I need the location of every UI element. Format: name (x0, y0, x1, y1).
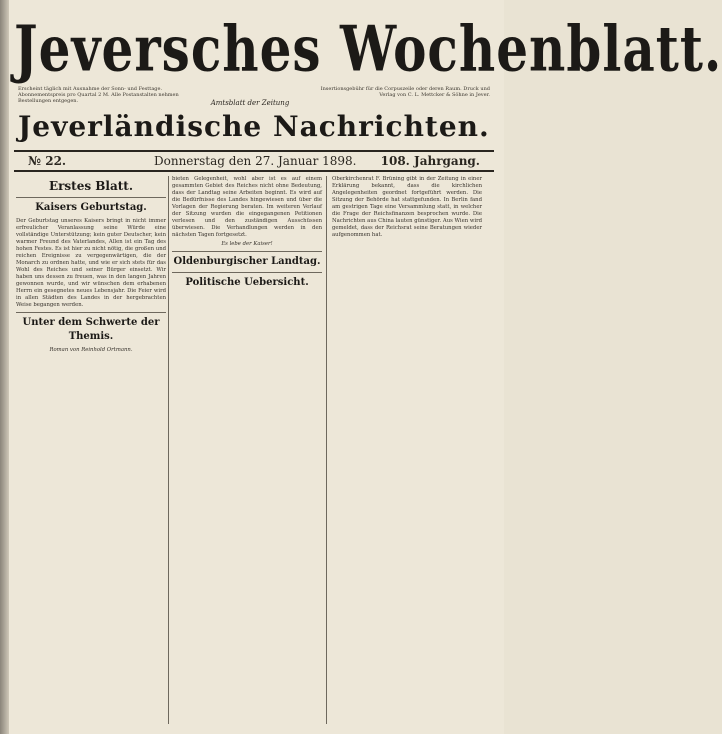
article-text: Der Geburtstag unseres Kaisers bringt in nicht immer erfreulicher Veranlassung seine Würde eine vollständige Unterstützung; kein guter Deutscher, kein warmer Freund des Vaterlandes, Allen ist ein Tag des hohen Festes. Es ist hier zu nicht nötig, die großen und reichen Ereignisse zu vergegenwärtigen, die der Monarch zu ordnen hatte, und wie er sich stets für das Wohl des Reiches und seiner Bürger einsetzt. Wir haben uns dessen zu freuen, was in den langen Jahren gewonnen wurde, und wir wünschen dem erhabenen Herrn ein gesegnetes neues Lebensjahr. Die Feier wird in allen Städten des Landes in der hergebrachten Weise begangen werden. (16, 218, 166, 308)
divider (16, 312, 166, 313)
divider (16, 197, 166, 198)
article-text: Oberkirchenrat F. Brüning gibt in der Zeitung in einer Erklärung bekannt, dass die kirchlichen Angelegenheiten geordnet fortgeführt werden. Die Sitzung der Behörde hat stattgefunden. In Berlin fand am gestrigen Tage eine Versammlung statt, in welcher die Frage der Reichsfinanzen besprochen wurde. Die Nachrichten aus China lauten günstiger. Aus Wien wird gemeldet, dass der Reichsrat seine Beratungen wieder aufgenommen hat. (332, 176, 482, 238)
serial-author: Roman von Reinhold Ortmann. (49, 347, 133, 353)
column-2 (172, 176, 322, 724)
subheader-center: Amtsblatt der Zeitung (210, 99, 290, 107)
section-politics: Politische Uebersicht. (185, 277, 309, 288)
article-text: bieten Gelegenheit, wohl aber ist es auf einem gesammten Gebiet des Reiches nicht ohne Bedeutung, dass der Landtag seine Arbeiten beginnt. Es wird auf die Bedürfnisse des Landes hingewiesen und über die Vorlagen der Regierung beraten. Im weiteren Verlauf der Sitzung wurden die eingegangenen Petitionen verlesen und den zuständigen Ausschüssen überwiesen. Die Verhandlungen werden in den nächsten Tagen fortgesetzt. (172, 176, 322, 238)
statement: Es lebe der Kaiser! (221, 241, 273, 247)
section-first-sheet: Erstes Blatt. (48, 179, 134, 193)
divider (172, 272, 322, 273)
page-edge (0, 0, 9, 734)
subheader-right: Insertionsgebühr für die Corpuszeile oder deren Raum. Druck und Verlag von C. L. Mettcker & Söhne in Jever. (320, 86, 490, 98)
section-landtag: Oldenburgischer Landtag. (173, 256, 321, 267)
column-3 (332, 176, 482, 724)
volume: 108. Jahrgang. (380, 154, 480, 168)
column-1 (16, 176, 166, 724)
section-birthday: Kaisers Geburtstag. (35, 202, 147, 213)
dateline (14, 150, 494, 172)
column-divider (326, 176, 327, 724)
subheader-left: Erscheint täglich mit Ausnahme der Sonn- und Festtage. Abonnementspreis pro Quartal 2 M. Alle Postanstalten nehmen Bestellungen entgegen. (18, 86, 179, 104)
column-divider (168, 176, 169, 724)
divider (172, 251, 322, 252)
masthead-title: Jeversches Wochenblatt. (14, 11, 722, 86)
issue-number: № 22. (28, 154, 67, 168)
issue-date: Donnerstag den 27. Januar 1898. (154, 154, 357, 168)
section-serial: Unter dem Schwerte der Themis. (22, 317, 160, 342)
subtitle: Jeverländische Nachrichten. (18, 110, 490, 143)
